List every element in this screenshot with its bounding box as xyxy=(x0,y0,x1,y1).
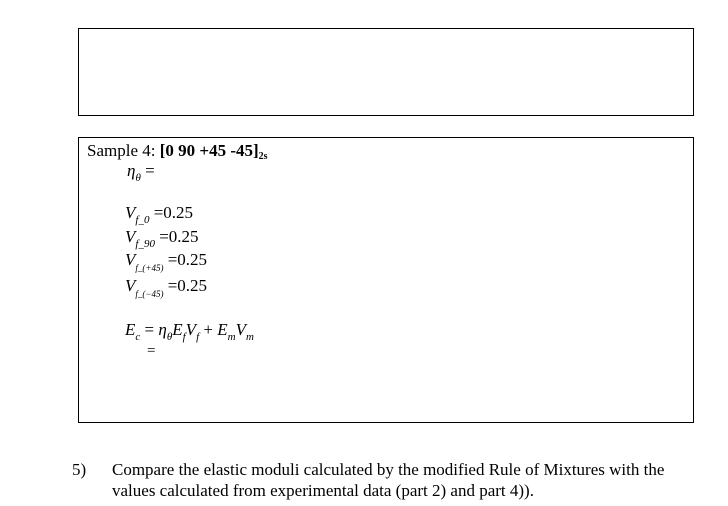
vf-subscript: f xyxy=(196,331,200,343)
vf-value: =0.25 xyxy=(163,250,208,269)
vf-subscript: f_(−45) xyxy=(135,289,164,299)
question-number: 5) xyxy=(72,460,87,479)
vf-subscript: f_90 xyxy=(135,238,155,250)
vf-symbol: V xyxy=(185,320,197,339)
vf-symbol: V xyxy=(125,203,136,222)
vf-symbol: V xyxy=(125,227,136,246)
vf-subscript: f_0 xyxy=(135,214,150,226)
em-symbol: E xyxy=(217,320,228,339)
vf-value: =0.25 xyxy=(163,276,208,295)
equation-equals: = xyxy=(140,320,159,339)
vf-value: =0.25 xyxy=(154,227,199,246)
ec-subscript: c xyxy=(135,331,141,343)
vf-symbol: V xyxy=(125,250,136,269)
equation-plus: + xyxy=(199,320,218,339)
vm-symbol: V xyxy=(235,320,246,339)
eta-symbol: η xyxy=(127,161,136,180)
volume-fraction-minus-45 xyxy=(125,276,208,299)
volume-fraction-plus-45 xyxy=(125,250,208,273)
eta-subscript: θ xyxy=(166,331,173,343)
answer-box-previous xyxy=(78,28,694,116)
ef-subscript: f xyxy=(182,331,186,343)
volume-fraction-90 xyxy=(125,227,199,250)
answer-box-sample-4 xyxy=(78,137,694,423)
eta-symbol: η xyxy=(158,320,167,339)
sample-header xyxy=(87,141,268,161)
vf-value: =0.25 xyxy=(149,203,194,222)
vm-subscript: m xyxy=(245,331,254,343)
sample-layup-subscript: 2s xyxy=(258,151,268,162)
sample-label: Sample 4: xyxy=(87,141,160,160)
eta-theta-line xyxy=(127,161,155,184)
ec-symbol: E xyxy=(125,320,136,339)
vf-subscript: f_(+45) xyxy=(135,263,164,273)
question-text: Compare the elastic moduli calculated by the modified Rule of Mixtures with the values calculated from experimental data (part 2) and part 4)). xyxy=(112,460,665,500)
eta-equals: = xyxy=(140,161,155,180)
vf-symbol: V xyxy=(125,276,136,295)
rule-of-mixtures-equation xyxy=(125,320,254,343)
eta-subscript: θ xyxy=(135,172,141,184)
ef-symbol: E xyxy=(172,320,183,339)
equation-continuation: = xyxy=(147,343,156,359)
volume-fraction-0 xyxy=(125,203,194,226)
em-subscript: m xyxy=(227,331,236,343)
sample-layup: [0 90 +45 -45] xyxy=(159,141,259,160)
